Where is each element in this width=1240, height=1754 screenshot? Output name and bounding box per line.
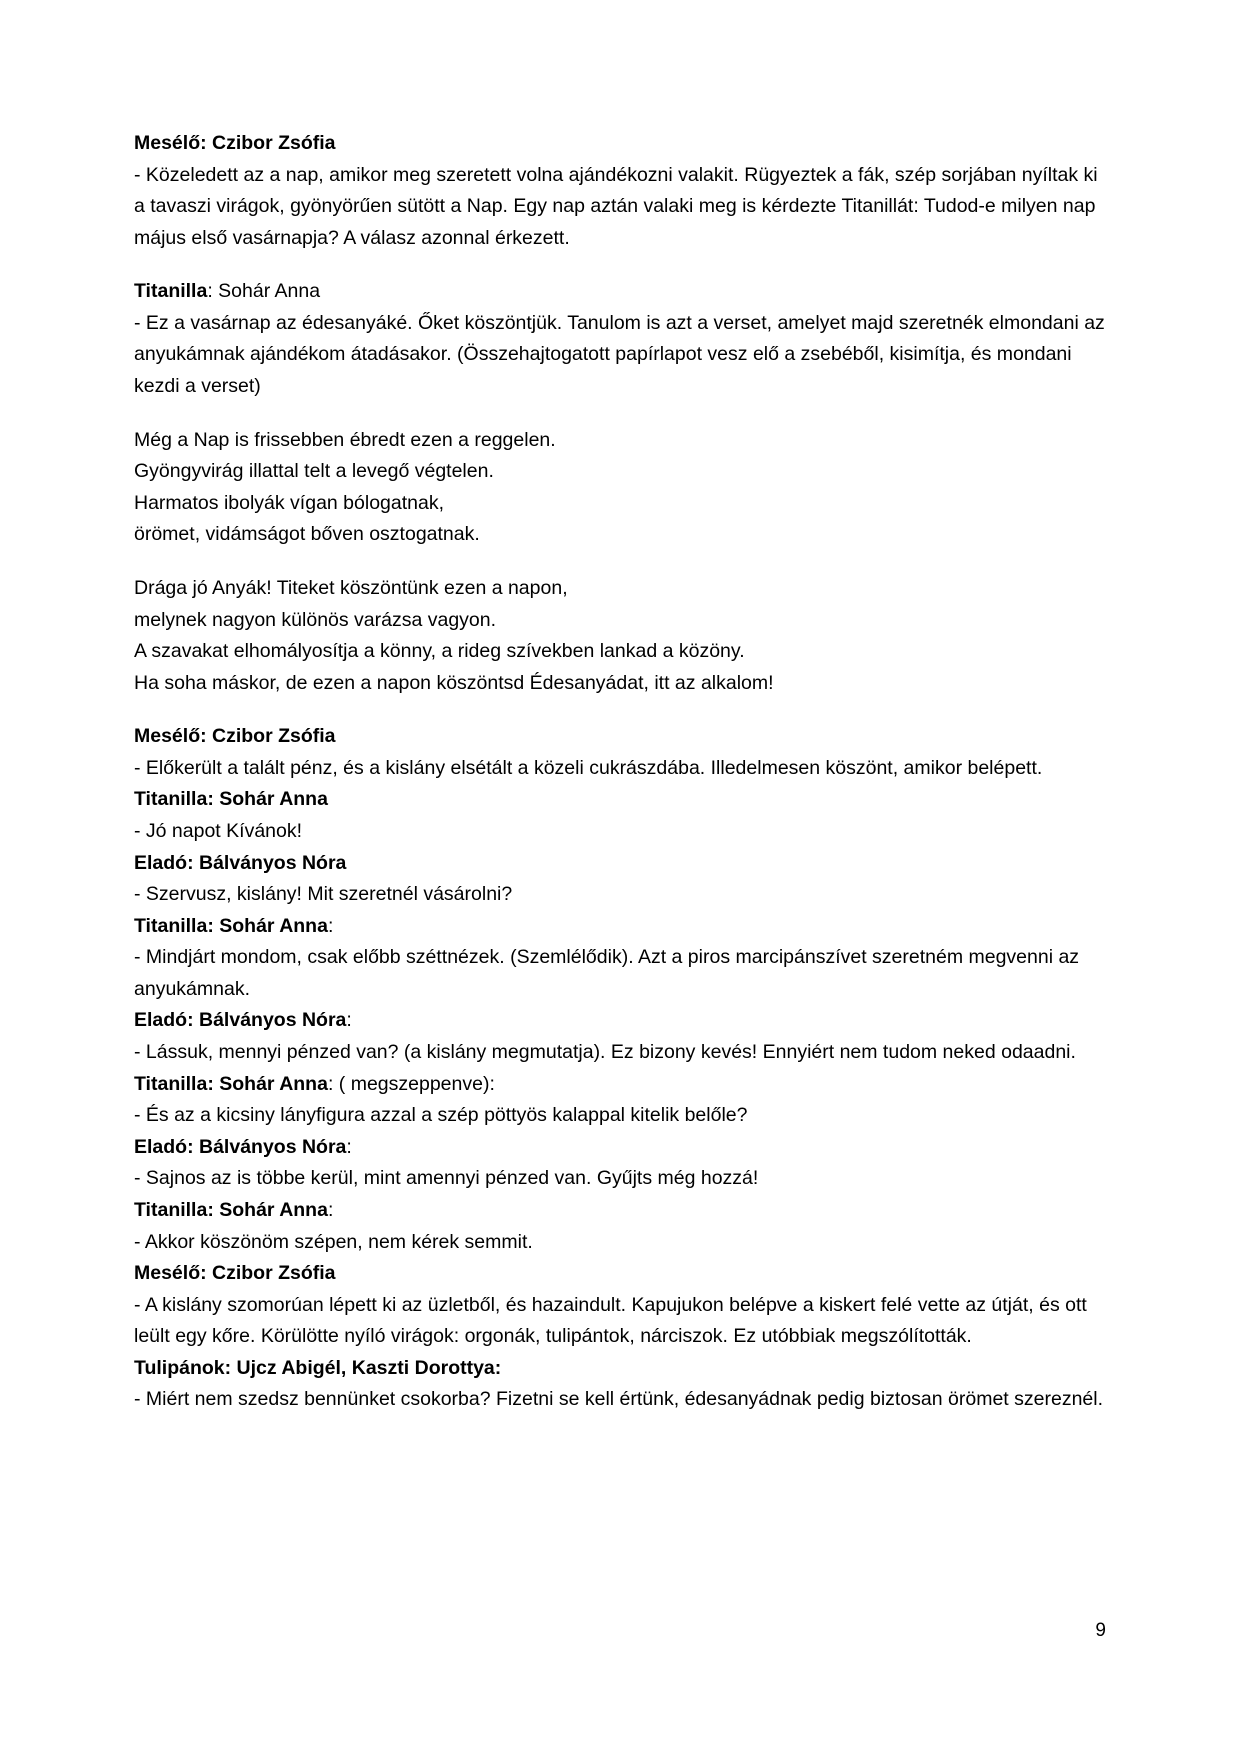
speaker-name: Tulipánok: Ujcz Abigél, Kaszti Dorottya: — [134, 1356, 502, 1379]
speaker-name — [134, 1005, 1106, 1037]
speaker-name-suffix: : Sohár Anna — [207, 280, 321, 303]
dialogue-block — [134, 1195, 1106, 1258]
page-number: 9 — [1095, 1620, 1106, 1641]
speaker-name: Mesélő: Czibor Zsófia — [134, 1262, 336, 1285]
dialogue-block — [134, 721, 1106, 784]
verse-line: örömet, vidámságot bőven osztogatnak. — [134, 523, 480, 546]
speaker-line: - A kislány szomorúan lépett ki az üzletből, és hazaindult. Kapujukon belépve a kiskert felé vette az útját, és ott leült egy kőre. Körülötte nyíló virágok: orgonák, tulipántok, nárciszok. Ez utóbbiak megszólították. — [134, 1293, 1087, 1348]
speaker-line: - Lássuk, mennyi pénzed van? (a kislány megmutatja). Ez bizony kevés! Ennyiért nem tudom neked odaadni. — [134, 1041, 1076, 1064]
speaker-name-main: Titanilla: Sohár Anna — [134, 1072, 328, 1095]
speaker-name-main: Titanilla: Sohár Anna — [134, 914, 328, 937]
speaker-name: Titanilla: Sohár Anna — [134, 788, 328, 811]
speaker-name — [134, 276, 1106, 308]
speaker-line: - Előkerült a talált pénz, és a kislány elsétált a közeli cukrászdába. Illedelmesen köszönt, amikor belépett. — [134, 756, 1043, 779]
speaker-name: Eladó: Bálványos Nóra — [134, 851, 347, 874]
speaker-line: - Szervusz, kislány! Mit szeretnél vásárolni? — [134, 883, 513, 906]
document-body — [134, 128, 1106, 1416]
speaker-name — [134, 1069, 1106, 1101]
dialogue-block — [134, 1132, 1106, 1195]
verse-line: Ha soha máskor, de ezen a napon köszöntsd Édesanyádat, itt az alkalom! — [134, 671, 774, 694]
speaker-name-suffix: : — [327, 1198, 334, 1221]
dialogue-block — [134, 1069, 1106, 1132]
speaker-line: - És az a kicsiny lányfigura azzal a szép pöttyös kalappal kitelik belőle? — [134, 1104, 748, 1127]
verse-line: Még a Nap is frissebben ébredt ezen a reggelen. — [134, 428, 556, 451]
speaker-name-main: Titanilla — [134, 280, 208, 303]
speaker-line: - Ez a vasárnap az édesanyáké. Őket köszöntjük. Tanulom is azt a verset, amelyet majd szeretnék elmondani az anyukámnak ajándékom átadásakor. (Összehajtogatott papírlapot vesz elő a zsebéből, kisimítja, és mondani kezdi a verset) — [134, 311, 1105, 398]
verse-line: Harmatos ibolyák vígan bólogatnak, — [134, 491, 445, 514]
dialogue-block — [134, 276, 1106, 402]
spacer — [134, 403, 1106, 425]
speaker-name — [134, 1195, 1106, 1227]
speaker-name-main: Eladó: Bálványos Nóra — [134, 1135, 347, 1158]
dialogue-block — [134, 848, 1106, 911]
speaker-name-suffix: : — [346, 1009, 352, 1032]
speaker-name: Mesélő: Czibor Zsófia — [134, 132, 336, 154]
spacer — [134, 254, 1106, 276]
dialogue-block — [134, 1353, 1106, 1416]
speaker-line: - Akkor köszönöm szépen, nem kérek semmit. — [134, 1230, 533, 1253]
verse-line: A szavakat elhomályosítja a könny, a rideg szívekben lankad a közöny. — [134, 640, 745, 663]
verse-block — [134, 425, 1106, 551]
speaker-name: Mesélő: Czibor Zsófia — [134, 725, 336, 748]
speaker-name-suffix: : — [327, 914, 334, 937]
speaker-name-suffix: : ( megszeppenve): — [327, 1072, 495, 1095]
speaker-name-main: Eladó: Bálványos Nóra — [134, 1009, 347, 1032]
verse-line: melynek nagyon különös varázsa vagyon. — [134, 608, 497, 631]
dialogue-block — [134, 784, 1106, 847]
speaker-name-main: Titanilla: Sohár Anna — [134, 1198, 328, 1221]
dialogue-block — [134, 1258, 1106, 1353]
verse-line: Drága jó Anyák! Titeket köszöntünk ezen a napon, — [134, 576, 568, 599]
speaker-line: - Miért nem szedsz bennünket csokorba? Fizetni se kell értünk, édesanyádnak pedig biztosan örömet szereznél. — [134, 1388, 1104, 1411]
dialogue-block — [134, 1005, 1106, 1068]
verse-block — [134, 573, 1106, 699]
speaker-name — [134, 1132, 1106, 1164]
dialogue-block — [134, 128, 1106, 254]
spacer — [134, 551, 1106, 573]
verse-line: Gyöngyvirág illattal telt a levegő végtelen. — [134, 460, 494, 483]
speaker-name — [134, 911, 1106, 943]
spacer — [134, 699, 1106, 721]
speaker-line: - Mindjárt mondom, csak előbb széttnézek. (Szemlélődik). Azt a piros marcipánszívet szeretném megvenni az anyukámnak. — [134, 946, 1080, 1000]
speaker-line: - Közeledett az a nap, amikor meg szeretett volna ajándékozni valakit. Rügyeztek a fák, szép sorjában nyíltak ki a tavaszi virágok, gyönyörűen sütött a Nap. Egy nap aztán valaki meg is kérdezte Titanillát: Tudod-e milyen nap május első vasárnapja? A válasz azonnal érkezett. — [134, 163, 1098, 249]
speaker-line: - Jó napot Kívánok! — [134, 819, 303, 842]
speaker-name-suffix: : — [346, 1135, 352, 1158]
dialogue-block — [134, 911, 1106, 1006]
speaker-line: - Sajnos az is többe kerül, mint amennyi pénzed van. Gyűjts még hozzá! — [134, 1167, 759, 1190]
